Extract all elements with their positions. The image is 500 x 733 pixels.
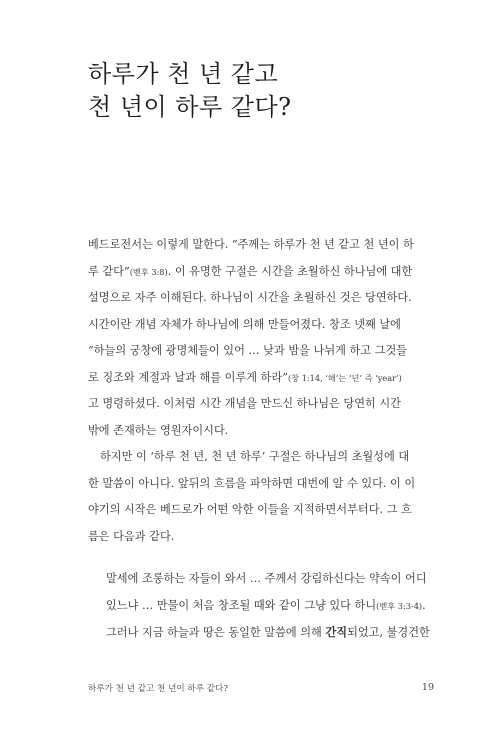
- text-span: 그러나 지금 하늘과 땅은 동일한 말씀에 의해: [106, 626, 326, 639]
- paragraph-1-line-2: [88, 259, 434, 286]
- citation: (창 1:14, ‘해’는 ‘년’ 즉 ‘year’): [287, 372, 402, 383]
- text-span: 로 징조와 계절과 날과 해를 이루게 하라”: [88, 370, 288, 384]
- paragraph-2-line-4: [88, 524, 434, 551]
- citation: (벧후 3:3-4): [376, 600, 423, 611]
- text-span: [106, 593, 426, 620]
- text-span: [106, 619, 430, 646]
- text-span: 고 명령하셨다. 이처럼 시간 개념을 만드신 하나님은 당연히 시간: [88, 397, 401, 410]
- text-span: . 이 유명한 구절은 시간을 초월하신 하나님에 대한: [167, 264, 413, 278]
- text-span: 밖에 존재하는 영원자이시다.: [88, 423, 229, 437]
- running-title: 하루가 천 년 같고 천 년이 하루 같다?: [88, 684, 228, 694]
- text-span: 야기의 시작은 베드로가 어떤 악한 이들을 지적하면서부터다. 그 흐: [88, 503, 412, 516]
- paragraph-2-line-2: [88, 471, 434, 498]
- text-span: [88, 259, 412, 286]
- text-span: 있느냐 … 만물이 처음 창조될 때와 같이 그냥 있다 하니: [106, 598, 377, 612]
- paragraph-1-line-6: [88, 365, 434, 392]
- citation: (벧후 3:8): [129, 266, 168, 277]
- text-span: [88, 365, 402, 392]
- chapter-title: [88, 58, 428, 124]
- text-span: .: [422, 598, 426, 612]
- quote-line-3: [106, 619, 434, 646]
- quote-line-2: [106, 593, 434, 620]
- chapter-title-line-1: 하루가 천 년 같고: [88, 60, 279, 88]
- text-span: 설명으로 자주 이해된다. 하나님이 시간을 초월하신 것은 당연하다.: [88, 291, 412, 304]
- paragraph-1-line-4: [88, 312, 434, 339]
- text-span: 말세에 조롱하는 자들이 와서 … 주께서 강림하신다는 약속이 어디: [106, 572, 427, 585]
- chapter-title-line-2: 천 년이 하루 같다?: [88, 93, 292, 121]
- text-span: 름은 다음과 같다.: [88, 529, 175, 543]
- quote-block: [106, 566, 434, 646]
- quote-end: 루 같다”: [88, 264, 130, 278]
- page-footer: [88, 682, 434, 694]
- paragraph-1-line-7: [88, 391, 434, 418]
- text-span: “하늘의 궁창에 광명체들이 있어 … 낮과 밤을 나뉘게 하고 그것들: [88, 344, 408, 357]
- text-span: 하지만 이 ‘하루 천 년, 천 년 하루’ 구절은 하나님의 초월성에 대: [100, 450, 410, 463]
- text-span: 한 말씀이 아니다. 앞뒤의 흐름을 파악하면 대번에 알 수 있다. 이 이: [88, 476, 416, 490]
- paragraph-1-line-1: [88, 232, 434, 259]
- paragraph-1-line-3: [88, 285, 434, 312]
- paragraph-2-line-3: [88, 497, 434, 524]
- text-span: 베드로전서는 이렇게 말한다. “주께는 하루가 천 년 같고 천 년이 하: [88, 238, 414, 251]
- text-span: 시간이란 개념 자체가 하나님에 의해 만들어졌다. 창조 넷째 날에: [88, 317, 401, 331]
- paragraph-2-line-1: [88, 444, 434, 471]
- quote-line-1: [106, 566, 434, 593]
- body-text: [88, 232, 434, 550]
- paragraph-1-line-8: [88, 418, 434, 445]
- paragraph-1-line-5: [88, 338, 434, 365]
- emphasis: 간직: [325, 625, 348, 639]
- page-number: 19: [421, 682, 434, 693]
- text-span: 되었고, 불경건한: [347, 626, 430, 639]
